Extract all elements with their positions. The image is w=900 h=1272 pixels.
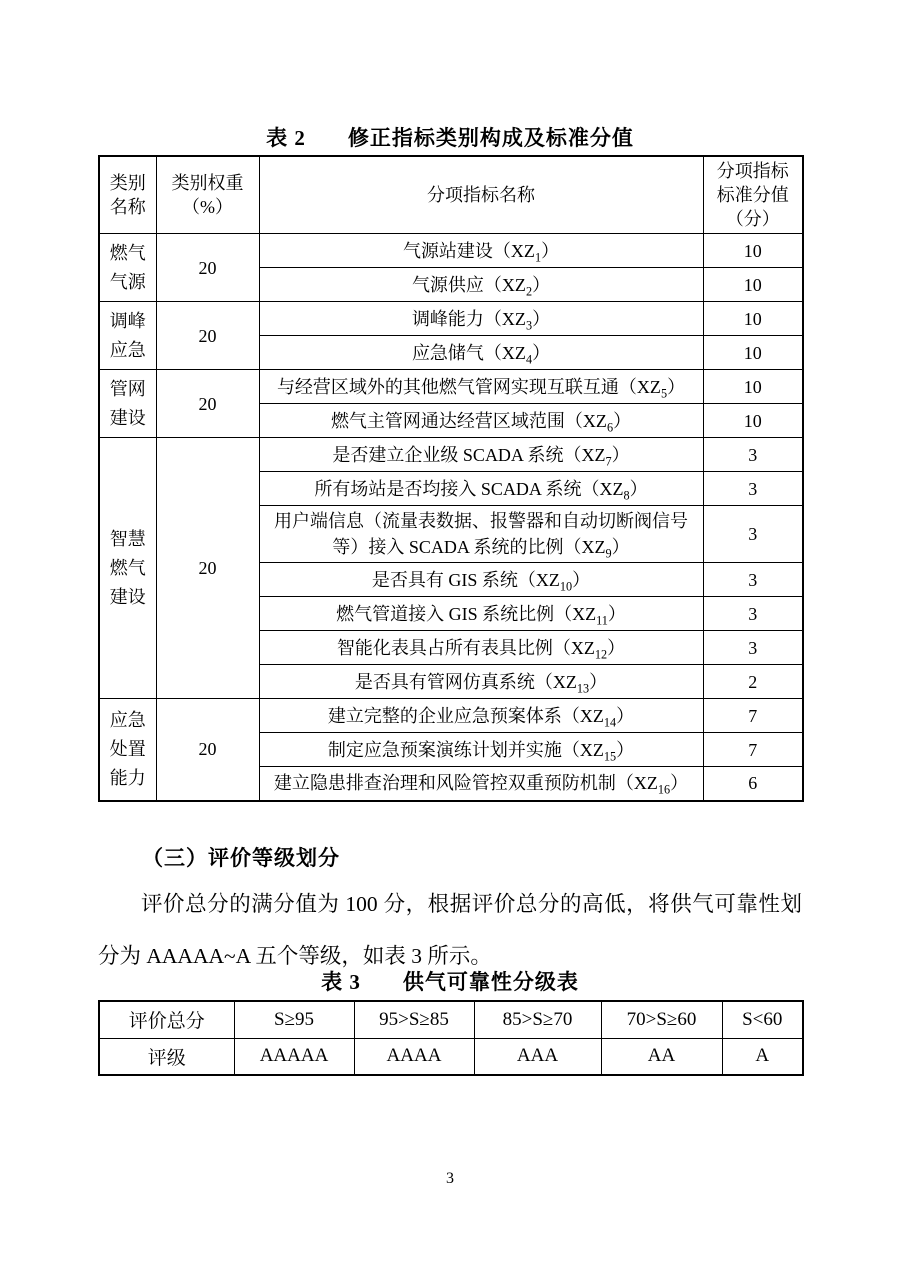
table2-indicator-table xyxy=(98,155,804,802)
score-cell: 3 xyxy=(703,563,803,597)
category-cell: 调峰应急 xyxy=(99,302,156,370)
table-row xyxy=(99,234,803,268)
category-cell: 智慧燃气建设 xyxy=(99,438,156,699)
indicator-cell: 所有场站是否均接入 SCADA 系统$(XZ_8)$ xyxy=(259,472,703,506)
rating-cell: AAAAA xyxy=(234,1038,354,1075)
table-row xyxy=(99,1001,803,1038)
category-cell: 应急处置能力 xyxy=(99,699,156,801)
table-row xyxy=(99,370,803,404)
weight-cell: 20 xyxy=(156,370,259,438)
score-cell: 10 xyxy=(703,404,803,438)
table3-label: 表 3 xyxy=(321,970,361,994)
score-cell: 10 xyxy=(703,370,803,404)
weight-cell: 20 xyxy=(156,438,259,699)
weight-cell: 20 xyxy=(156,699,259,801)
weight-cell: 20 xyxy=(156,302,259,370)
rating-cell: AAAA xyxy=(354,1038,474,1075)
table-row xyxy=(99,438,803,472)
section-heading: （三）评价等级划分 xyxy=(142,846,340,870)
rating-cell: AAA xyxy=(474,1038,601,1075)
table2-label: 表 2 xyxy=(266,126,306,150)
indicator-cell: 气源站建设$(XZ_1)$ xyxy=(259,234,703,268)
indicator-cell: 调峰能力$(XZ_3)$ xyxy=(259,302,703,336)
score-cell: 10 xyxy=(703,336,803,370)
score-range-cell: 85>S≥70 xyxy=(474,1001,601,1038)
score-cell: 10 xyxy=(703,302,803,336)
header-indicator: 分项指标名称 xyxy=(259,156,703,234)
score-cell: 2 xyxy=(703,665,803,699)
score-range-cell: 95>S≥85 xyxy=(354,1001,474,1038)
score-range-cell: S<60 xyxy=(722,1001,803,1038)
score-cell: 3 xyxy=(703,631,803,665)
indicator-cell: 智能化表具占所有表具比例$(XZ_{12})$ xyxy=(259,631,703,665)
score-range-cell: 70>S≥60 xyxy=(601,1001,722,1038)
indicator-cell: 燃气主管网通达经营区域范围$(XZ_6)$ xyxy=(259,404,703,438)
table3-rating-table xyxy=(98,1000,804,1076)
indicator-cell: 建立隐患排查治理和风险管控双重预防机制$(XZ_{16})$ xyxy=(259,767,703,801)
table-row xyxy=(99,302,803,336)
score-cell: 3 xyxy=(703,472,803,506)
header-score: 分项指标 标准分值 （分） xyxy=(703,156,803,234)
indicator-cell: 燃气管道接入 GIS 系统比例$(XZ_{11})$ xyxy=(259,597,703,631)
indicator-cell: 是否具有 GIS 系统$(XZ_{10})$ xyxy=(259,563,703,597)
table-row xyxy=(99,699,803,733)
score-cell: 6 xyxy=(703,767,803,801)
indicator-cell: 是否具有管网仿真系统$(XZ_{13})$ xyxy=(259,665,703,699)
indicator-cell: 建立完整的企业应急预案体系$(XZ_{14})$ xyxy=(259,699,703,733)
rating-cell: AA xyxy=(601,1038,722,1075)
score-cell: 3 xyxy=(703,506,803,563)
score-cell: 7 xyxy=(703,699,803,733)
weight-cell: 20 xyxy=(156,234,259,302)
score-cell: 7 xyxy=(703,733,803,767)
score-cell: 10 xyxy=(703,268,803,302)
header-weight: 类别权重 （%） xyxy=(156,156,259,234)
page-number: 3 xyxy=(446,1170,454,1187)
category-cell: 管网建设 xyxy=(99,370,156,438)
score-cell: 3 xyxy=(703,597,803,631)
indicator-cell: 制定应急预案演练计划并实施$(XZ_{15})$ xyxy=(259,733,703,767)
rating-cell: A xyxy=(722,1038,803,1075)
category-cell: 燃气气源 xyxy=(99,234,156,302)
body-paragraph: 评价总分的满分值为 100 分，根据评价总分的高低，将供气可靠性划分为 AAAAA~A 五个等级，如表 3 所示。 xyxy=(98,892,802,968)
row-header: 评级 xyxy=(99,1038,234,1075)
indicator-cell: 与经营区域外的其他燃气管网实现互联互通$(XZ_5)$ xyxy=(259,370,703,404)
indicator-cell: 应急储气$(XZ_4)$ xyxy=(259,336,703,370)
score-cell: 10 xyxy=(703,234,803,268)
table2-caption xyxy=(0,122,900,152)
table3-caption xyxy=(0,966,900,996)
score-cell: 3 xyxy=(703,438,803,472)
table2-title: 修正指标类别构成及标准分值 xyxy=(347,126,634,150)
header-category: 类别 名称 xyxy=(99,156,156,234)
table3-title: 供气可靠性分级表 xyxy=(402,970,579,994)
indicator-cell: 用户端信息（流量表数据、报警器和自动切断阀信号等）接入 SCADA 系统的比例$(XZ_9)$ xyxy=(259,506,703,563)
indicator-cell: 气源供应$(XZ_2)$ xyxy=(259,268,703,302)
score-range-cell: S≥95 xyxy=(234,1001,354,1038)
table-row xyxy=(99,1038,803,1075)
row-header: 评价总分 xyxy=(99,1001,234,1038)
indicator-cell: 是否建立企业级 SCADA 系统$(XZ_7)$ xyxy=(259,438,703,472)
table2-header-row xyxy=(99,156,803,234)
